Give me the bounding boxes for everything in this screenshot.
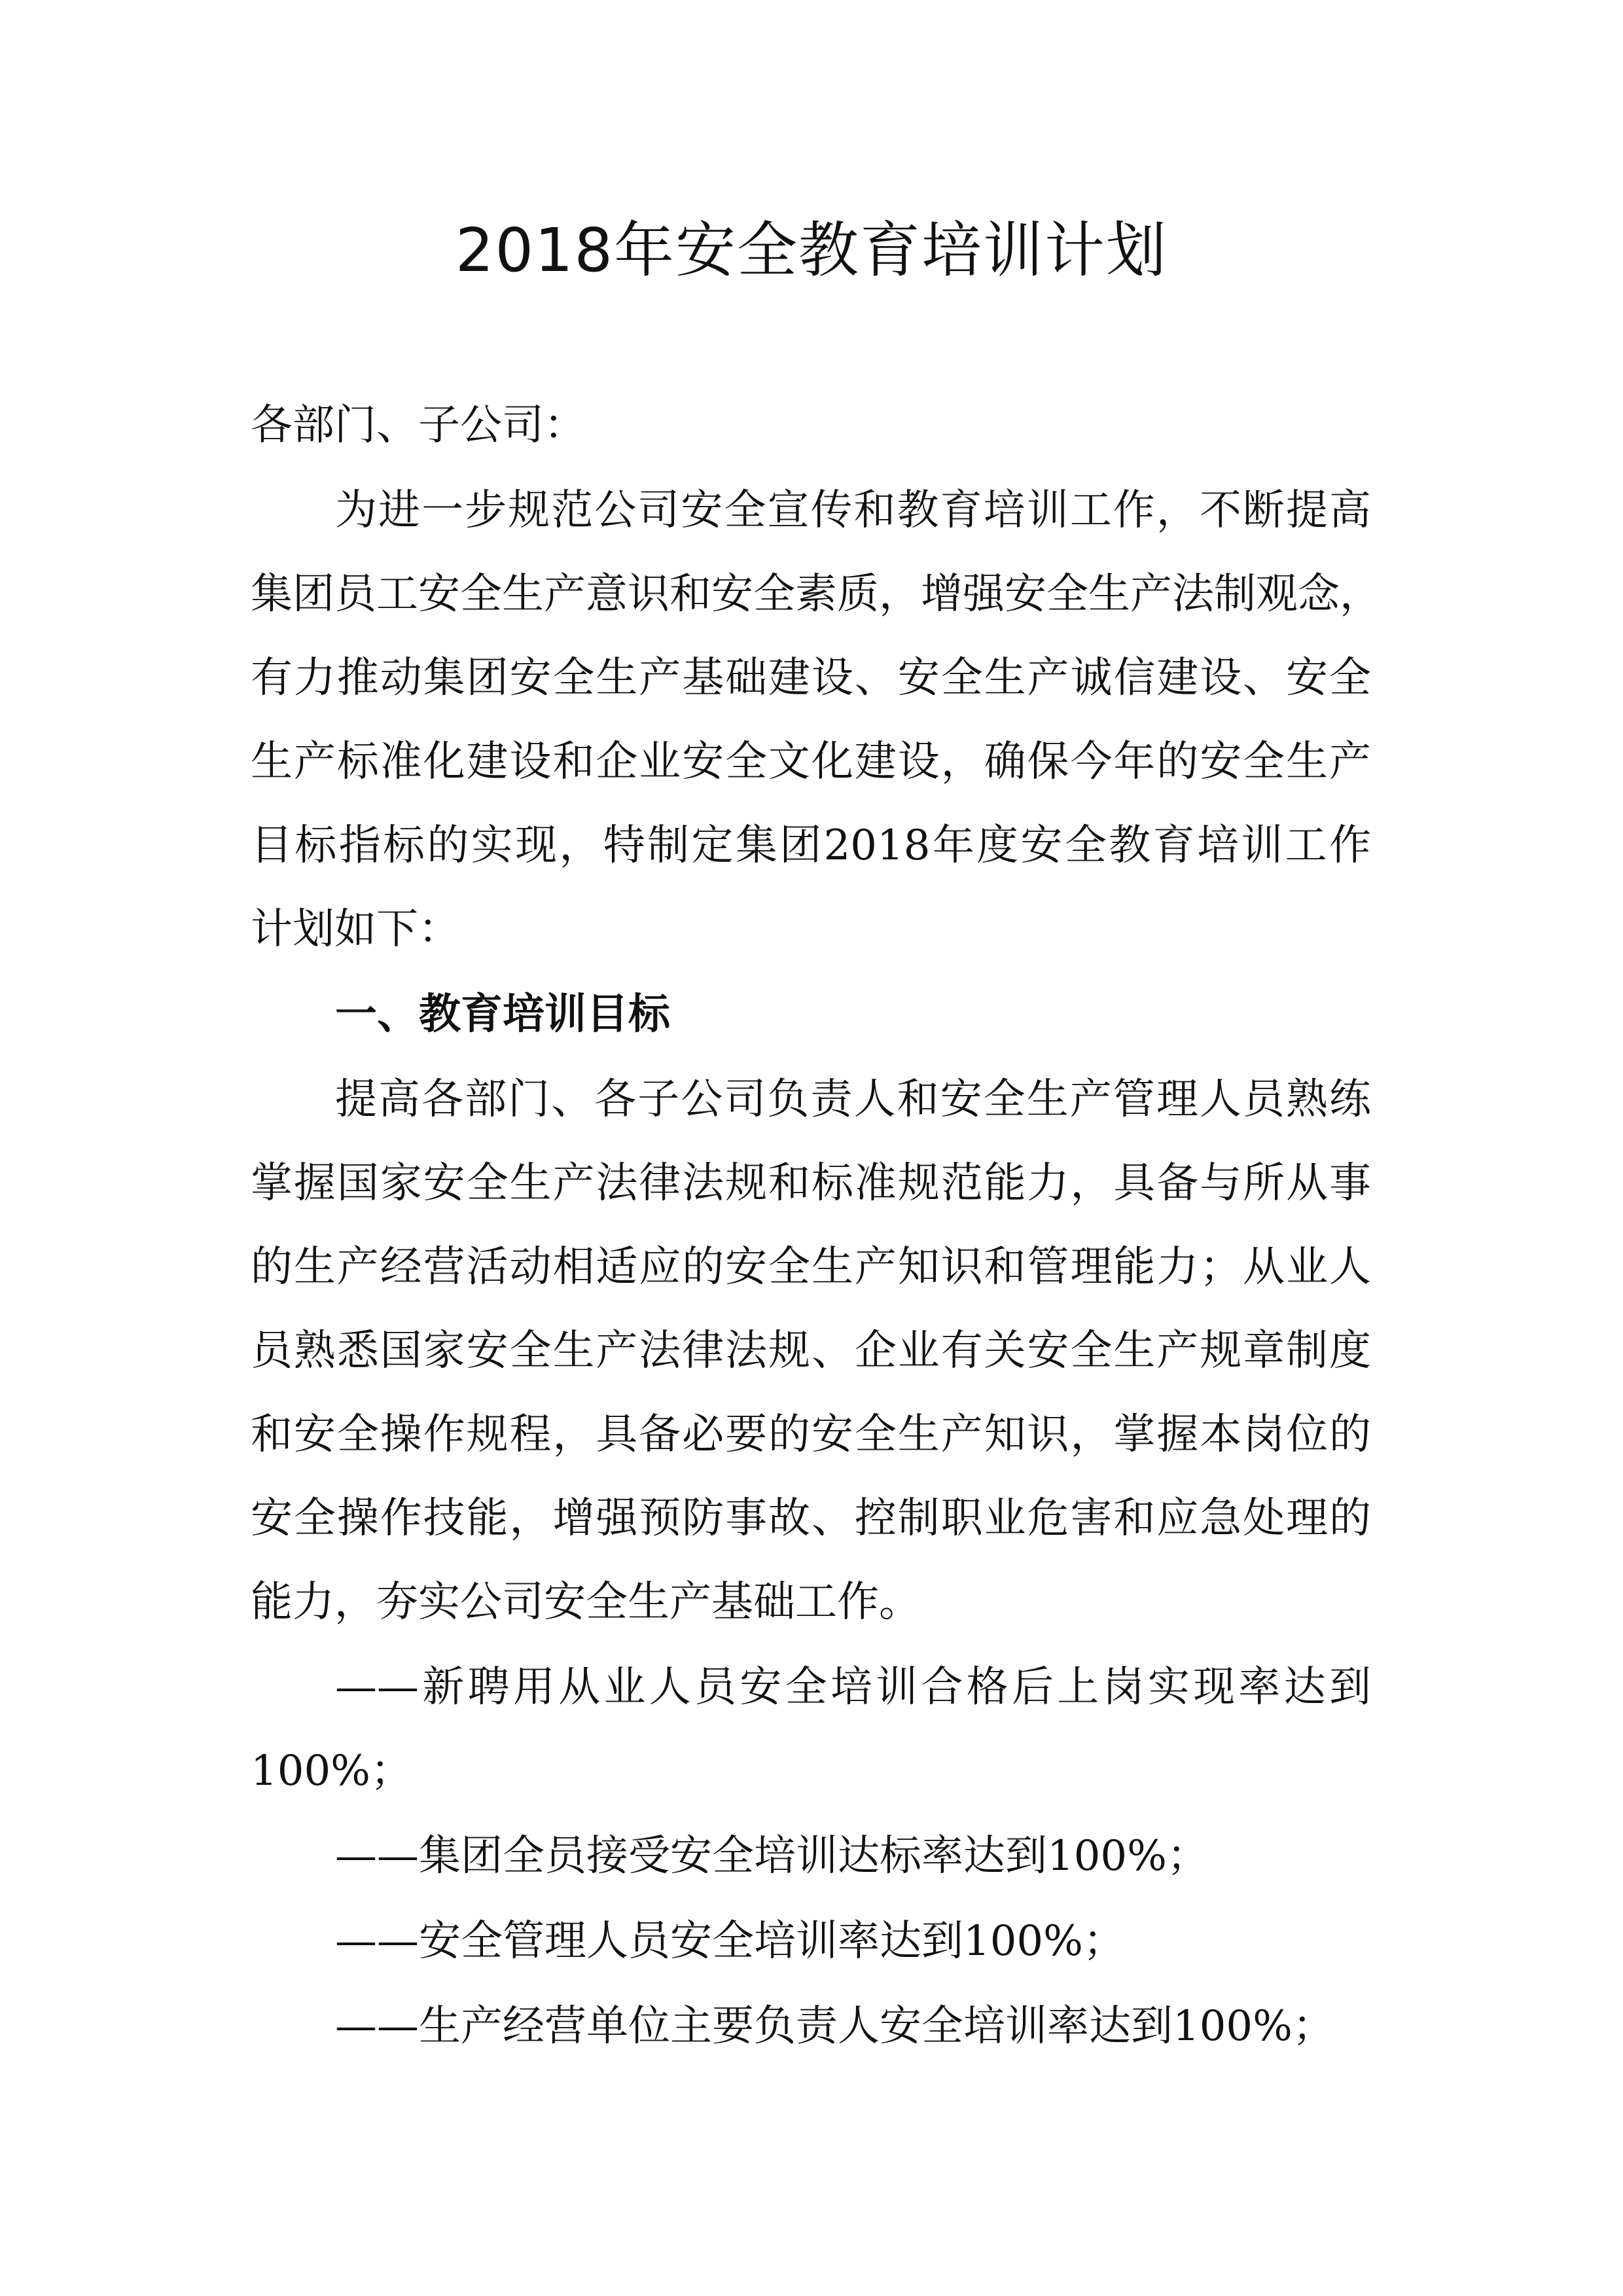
intro-line-5: 目标指标的实现，特制定集团2018年度安全教育培训工作	[251, 821, 1371, 870]
document-title: 2018年安全教育培训计划	[455, 215, 1168, 285]
section1-line-3: 的生产经营活动相适应的安全生产知识和管理能力；从业人	[251, 1243, 1371, 1291]
section1-line-7: 能力，夯实公司安全生产基础工作。	[251, 1578, 921, 1626]
section1-line-5: 和安全操作规程，具备必要的安全生产知识，掌握本岗位的	[251, 1410, 1371, 1459]
intro-line-6: 计划如下：	[251, 905, 460, 954]
target-line-1-cont: 100%；	[251, 1747, 412, 1795]
section1-line-6: 安全操作技能，增强预防事故、控制职业危害和应急处理的	[251, 1494, 1371, 1543]
target-line-4: ——生产经营单位主要负责人安全培训率达到100%；	[335, 2002, 1334, 2051]
target-line-1: ——新聘用从业人员安全培训合格后上岗实现率达到	[335, 1663, 1371, 1712]
intro-line-4: 生产标准化建设和企业安全文化建设，确保今年的安全生产	[251, 738, 1371, 786]
intro-line-3: 有力推动集团安全生产基础建设、安全生产诚信建设、安全	[251, 654, 1371, 702]
section-heading-training-goals: 一、教育培训目标	[335, 990, 670, 1039]
section1-line-1: 提高各部门、各子公司负责人和安全生产管理人员熟练	[335, 1075, 1371, 1124]
section1-line-4: 员熟悉国家安全生产法律法规、企业有关安全生产规章制度	[251, 1327, 1371, 1375]
intro-line-1: 为进一步规范公司安全宣传和教育培训工作，不断提高	[335, 486, 1371, 535]
target-line-3: ——安全管理人员安全培训率达到100%；	[335, 1917, 1125, 1965]
intro-line-2: 集团员工安全生产意识和安全素质，增强安全生产法制观念，	[251, 570, 1382, 619]
salutation: 各部门、子公司：	[251, 401, 586, 450]
section1-line-2: 掌握国家安全生产法律法规和标准规范能力，具备与所从事	[251, 1159, 1371, 1208]
target-line-2: ——集团全员接受安全培训达标率达到100%；	[335, 1832, 1209, 1880]
